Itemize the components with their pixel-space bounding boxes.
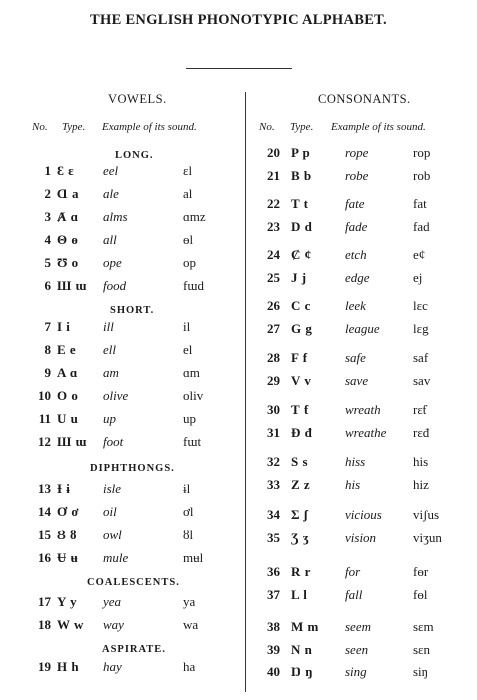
- vowel-type-letters: W w: [57, 617, 84, 632]
- consonant-number: 26: [267, 298, 280, 313]
- consonant-example-word: robe: [345, 168, 369, 183]
- consonant-type-letters: Ȼ ȼ: [291, 247, 312, 262]
- consonant-number: 37: [267, 587, 280, 602]
- vowel-type-letters: Ш ɯ: [57, 278, 87, 293]
- vowel-phonotypic-spelling: up: [183, 411, 196, 426]
- vowel-phonotypic-spelling: il: [183, 319, 191, 334]
- vowel-phonotypic-spelling: ɛl: [183, 163, 193, 178]
- consonant-type-letters: V v: [291, 373, 312, 388]
- consonant-phonotypic-spelling: siŋ: [413, 664, 429, 679]
- vowel-example-word: owl: [103, 527, 122, 542]
- section-aspirate: ASPIRATE.: [102, 644, 166, 655]
- vowel-phonotypic-spelling: ȣl: [183, 527, 194, 542]
- vowel-type-letters: Ȣ ȣ: [57, 527, 78, 542]
- vowel-phonotypic-spelling: ɑmz: [183, 209, 206, 224]
- consonant-phonotypic-spelling: viʃus: [413, 507, 439, 522]
- vowels-col-type: Type.: [62, 121, 86, 133]
- consonant-number: 33: [267, 477, 280, 492]
- vowel-example-word: yea: [103, 594, 122, 609]
- consonant-type-letters: Z z: [291, 477, 311, 492]
- consonant-number: 29: [267, 373, 280, 388]
- consonant-number: 32: [267, 454, 280, 469]
- consonant-phonotypic-spelling: fɵr: [413, 564, 429, 579]
- vowel-phonotypic-spelling: fɯt: [183, 434, 202, 449]
- vowel-phonotypic-spelling: ya: [183, 594, 196, 609]
- consonant-example-word: seen: [345, 642, 369, 657]
- consonant-example-word: edge: [345, 270, 370, 285]
- vowel-number: 19: [38, 659, 51, 674]
- vowels-col-example: Example of its sound.: [102, 121, 197, 133]
- consonant-example-word: seem: [345, 619, 371, 634]
- consonant-type-letters: B b: [291, 168, 312, 183]
- consonant-example-word: wreath: [345, 402, 381, 417]
- consonant-example-word: vision: [345, 530, 377, 545]
- vowel-type-letters: Ⱥ ɑ: [57, 209, 79, 224]
- consonant-type-letters: M m: [291, 619, 319, 634]
- vowel-number: 9: [44, 365, 51, 380]
- consonants-heading: CONSONANTS.: [318, 92, 411, 106]
- consonant-example-word: sing: [345, 664, 367, 679]
- vowel-example-word: up: [103, 411, 116, 426]
- consonant-type-letters: R r: [291, 564, 311, 579]
- consonant-example-word: fate: [345, 196, 365, 211]
- consonants-col-no: No.: [259, 121, 275, 133]
- consonant-type-letters: Ƭ ƭ: [291, 402, 309, 417]
- vowel-phonotypic-spelling: fɯd: [183, 278, 204, 293]
- consonant-number: 24: [267, 247, 280, 262]
- consonant-example-word: vicious: [345, 507, 382, 522]
- consonants-col-example: Example of its sound.: [331, 121, 426, 133]
- title-divider: [186, 68, 292, 69]
- consonant-type-letters: S s: [291, 454, 309, 469]
- vowel-number: 12: [38, 434, 51, 449]
- section-diphthongs: DIPHTHONGS.: [90, 463, 175, 474]
- consonant-example-word: safe: [345, 350, 366, 365]
- consonant-number: 39: [267, 642, 280, 657]
- consonant-type-letters: P p: [291, 145, 311, 160]
- consonant-type-letters: Ŋ ŋ: [291, 664, 313, 679]
- consonant-type-letters: T t: [291, 196, 309, 211]
- consonant-number: 23: [267, 219, 280, 234]
- vowel-example-word: ale: [103, 186, 119, 201]
- vowel-phonotypic-spelling: oliv: [183, 388, 204, 403]
- consonant-example-word: save: [345, 373, 369, 388]
- vowel-example-word: way: [103, 617, 124, 632]
- vowel-number: 10: [38, 388, 51, 403]
- vowel-example-word: alms: [103, 209, 128, 224]
- consonant-example-word: etch: [345, 247, 367, 262]
- consonant-number: 36: [267, 564, 280, 579]
- consonant-phonotypic-spelling: fat: [413, 196, 427, 211]
- consonants-col-type: Type.: [290, 121, 314, 133]
- consonant-number: 28: [267, 350, 280, 365]
- vowel-phonotypic-spelling: ɑm: [183, 365, 200, 380]
- vowel-phonotypic-spelling: ơl: [183, 504, 194, 519]
- vowel-example-word: am: [103, 365, 119, 380]
- vowel-number: 5: [44, 255, 51, 270]
- vowel-number: 15: [38, 527, 51, 542]
- consonant-phonotypic-spelling: ej: [413, 270, 423, 285]
- consonant-phonotypic-spelling: sav: [413, 373, 431, 388]
- vowel-type-letters: I i: [57, 319, 71, 334]
- vowel-number: 13: [38, 481, 51, 496]
- consonant-type-letters: D d: [291, 219, 313, 234]
- consonant-type-letters: F f: [291, 350, 308, 365]
- consonant-number: 20: [267, 145, 280, 160]
- consonant-type-letters: C c: [291, 298, 311, 313]
- consonant-type-letters: Ɖ đ: [291, 425, 313, 440]
- vowel-example-word: ell: [103, 342, 116, 357]
- column-divider: [245, 92, 246, 692]
- vowel-number: 16: [38, 550, 51, 565]
- consonant-phonotypic-spelling: fad: [413, 219, 430, 234]
- consonant-number: 25: [267, 270, 280, 285]
- vowel-phonotypic-spelling: al: [183, 186, 193, 201]
- vowel-type-letters: Ш ɯ: [57, 434, 87, 449]
- vowel-type-letters: A ɑ: [57, 365, 78, 380]
- consonant-phonotypic-spelling: sɛm: [413, 619, 434, 634]
- vowel-example-word: foot: [103, 434, 124, 449]
- vowels-heading: VOWELS.: [108, 92, 167, 106]
- vowel-type-letters: Ɨ ɨ: [57, 481, 71, 496]
- consonant-type-letters: L l: [291, 587, 308, 602]
- consonant-type-letters: J j: [291, 270, 307, 285]
- consonant-example-word: hiss: [345, 454, 366, 469]
- vowel-phonotypic-spelling: mʉl: [183, 550, 204, 565]
- vowel-number: 1: [44, 163, 51, 178]
- vowel-number: 2: [44, 186, 51, 201]
- vowel-example-word: olive: [103, 388, 129, 403]
- vowels-col-no: No.: [32, 121, 48, 133]
- consonant-phonotypic-spelling: rob: [413, 168, 431, 183]
- vowel-number: 3: [44, 209, 51, 224]
- consonant-phonotypic-spelling: viʒun: [413, 530, 442, 545]
- vowel-type-letters: Ʉ ʉ: [57, 550, 79, 565]
- vowel-example-word: hay: [103, 659, 122, 674]
- consonant-number: 40: [267, 664, 280, 679]
- vowel-type-letters: H h: [57, 659, 80, 674]
- consonant-phonotypic-spelling: rɛƭ: [413, 402, 427, 417]
- vowel-number: 6: [44, 278, 51, 293]
- vowel-type-letters: Θ ɵ: [57, 232, 79, 247]
- vowel-number: 8: [44, 342, 51, 357]
- consonant-number: 27: [267, 321, 280, 336]
- consonant-example-word: fade: [345, 219, 368, 234]
- consonant-phonotypic-spelling: hiz: [413, 477, 429, 492]
- vowel-type-letters: Y y: [57, 594, 78, 609]
- consonant-phonotypic-spelling: rɛđ: [413, 425, 430, 440]
- consonant-example-word: rope: [345, 145, 369, 160]
- consonant-phonotypic-spelling: lɛc: [413, 298, 428, 313]
- vowel-example-word: all: [103, 232, 117, 247]
- vowel-phonotypic-spelling: ɵl: [183, 232, 194, 247]
- vowel-number: 11: [38, 411, 51, 426]
- vowel-example-word: mule: [103, 550, 129, 565]
- vowel-example-word: food: [103, 278, 127, 293]
- vowel-phonotypic-spelling: ɨl: [183, 481, 191, 496]
- vowel-type-letters: E e: [57, 342, 77, 357]
- consonant-type-letters: G g: [291, 321, 313, 336]
- consonant-phonotypic-spelling: rop: [413, 145, 431, 160]
- vowel-number: 4: [44, 232, 51, 247]
- vowel-type-letters: Ɑ a: [57, 186, 79, 201]
- consonant-phonotypic-spelling: lɛg: [413, 321, 429, 336]
- consonant-phonotypic-spelling: sɛn: [413, 642, 431, 657]
- consonant-phonotypic-spelling: his: [413, 454, 429, 469]
- vowel-type-letters: Ơ ơ: [57, 504, 80, 519]
- document-title: THE ENGLISH PHONOTYPIC ALPHABET.: [90, 12, 387, 28]
- vowel-type-letters: U u: [57, 411, 79, 426]
- vowel-example-word: ope: [103, 255, 122, 270]
- section-coalescents: COALESCENTS.: [87, 577, 180, 588]
- consonant-number: 30: [267, 402, 280, 417]
- vowel-phonotypic-spelling: el: [183, 342, 193, 357]
- consonant-type-letters: Σ ʃ: [291, 507, 309, 522]
- vowel-number: 14: [38, 504, 51, 519]
- vowel-type-letters: Ʊ o: [57, 255, 79, 270]
- consonant-phonotypic-spelling: eȼ: [413, 247, 426, 262]
- consonant-number: 35: [267, 530, 280, 545]
- consonant-example-word: his: [345, 477, 361, 492]
- consonant-phonotypic-spelling: fɵl: [413, 587, 428, 602]
- consonant-example-word: fall: [345, 587, 363, 602]
- vowel-example-word: isle: [103, 481, 122, 496]
- vowel-example-word: oil: [103, 504, 117, 519]
- consonant-type-letters: Ʒ ʒ: [291, 530, 310, 545]
- consonant-number: 31: [267, 425, 280, 440]
- consonant-example-word: league: [345, 321, 380, 336]
- vowel-phonotypic-spelling: ha: [183, 659, 196, 674]
- section-long: LONG.: [115, 150, 154, 161]
- consonant-example-word: for: [345, 564, 361, 579]
- consonant-example-word: leek: [345, 298, 366, 313]
- vowel-example-word: ill: [103, 319, 114, 334]
- vowel-phonotypic-spelling: op: [183, 255, 196, 270]
- vowel-number: 7: [44, 319, 51, 334]
- consonant-number: 38: [267, 619, 280, 634]
- vowel-phonotypic-spelling: wa: [183, 617, 199, 632]
- consonant-phonotypic-spelling: saf: [413, 350, 429, 365]
- vowel-type-letters: Ɛ ɛ: [57, 163, 75, 178]
- section-short: SHORT.: [110, 305, 155, 316]
- vowel-type-letters: O o: [57, 388, 79, 403]
- consonant-type-letters: N n: [291, 642, 313, 657]
- consonant-example-word: wreathe: [345, 425, 387, 440]
- vowel-number: 18: [38, 617, 51, 632]
- consonant-number: 34: [267, 507, 280, 522]
- vowel-example-word: eel: [103, 163, 119, 178]
- consonant-number: 21: [267, 168, 280, 183]
- consonant-number: 22: [267, 196, 280, 211]
- vowel-number: 17: [38, 594, 51, 609]
